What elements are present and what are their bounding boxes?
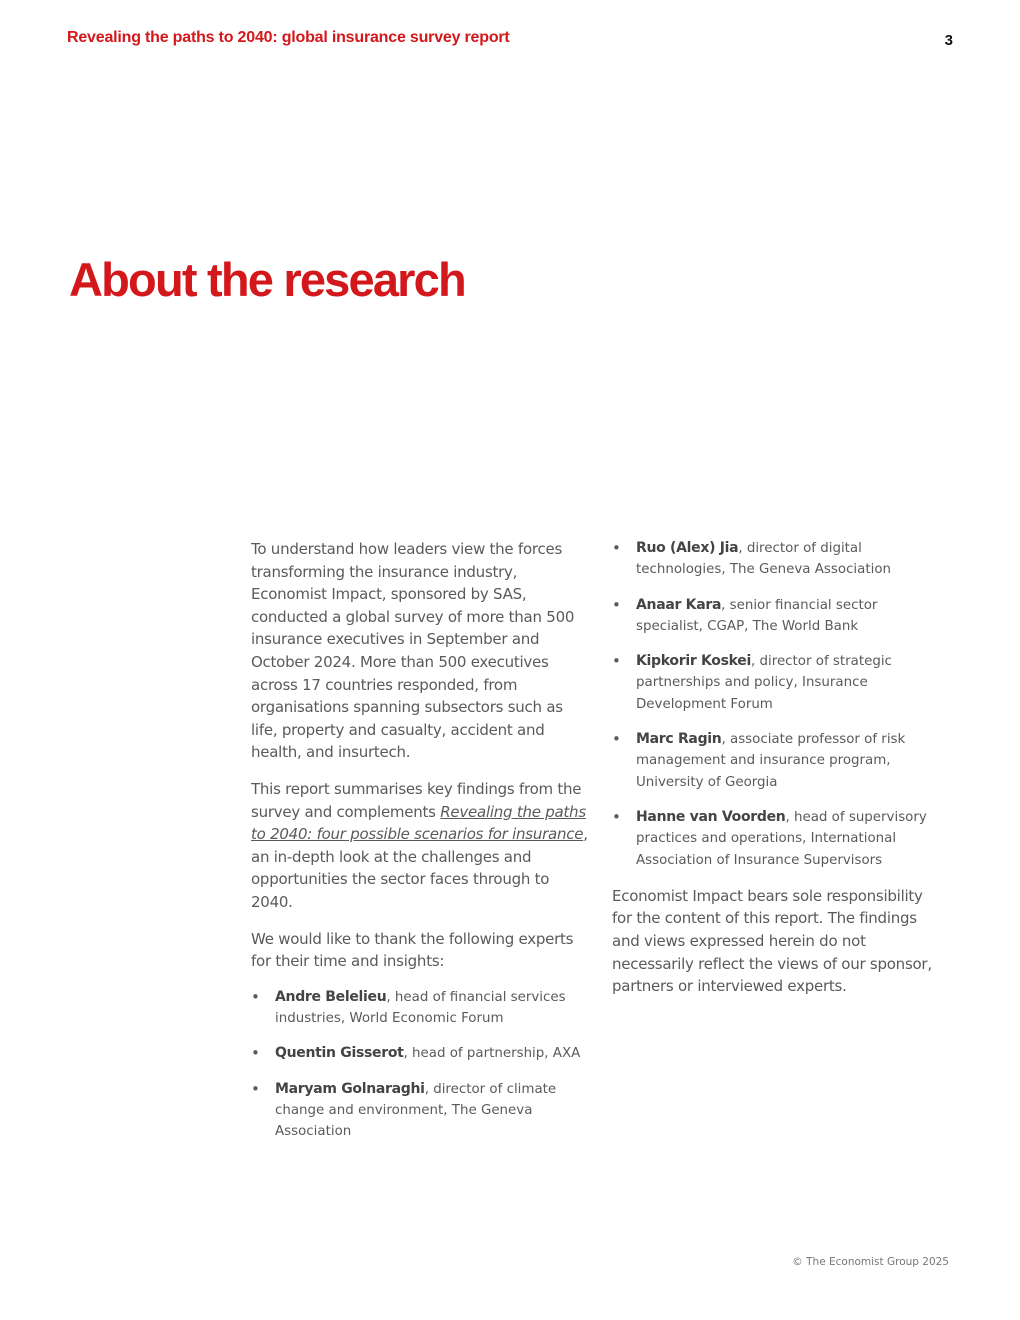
expert-role: , head of partnership, AXA — [403, 1046, 581, 1062]
bullet-icon: • — [612, 595, 621, 614]
expert-name: Marc Ragin — [636, 731, 722, 748]
expert-role: , head of supervisory practices and operations, International Association of Insurance Supervisors — [636, 809, 927, 868]
bullet-icon: • — [251, 1044, 260, 1063]
summary-paragraph — [251, 778, 589, 914]
expert-name: Anaar Kara — [636, 596, 722, 613]
expert-item — [251, 1043, 589, 1064]
expert-item — [612, 651, 932, 715]
expert-name: Kipkorir Koskei — [636, 653, 751, 670]
bullet-icon: • — [251, 1079, 260, 1098]
bullet-icon: • — [612, 539, 621, 557]
summary-text-before: This report summarises key findings from the survey and complements — [251, 779, 582, 821]
expert-item — [612, 595, 932, 638]
expert-item — [251, 987, 589, 1030]
expert-role: , director of strategic partnerships and policy, Insurance Development Forum — [636, 654, 892, 712]
experts-list-right — [612, 538, 932, 871]
intro-paragraph: To understand how leaders view the forces transforming the insurance industry, Economist Impact, sponsored by SAS, conducted a global survey of more than 500 insurance executives in September and October 2024. More than 500 executives across 17 countries responded, from organisations spanning subsectors such as life, property and casualty, accident and health, and insurtech. — [251, 540, 575, 762]
thanks-paragraph: We would like to thank the following experts for their time and insights: — [251, 929, 574, 971]
summary-text-after: , an in-depth look at the challenges and opportunities the sector faces through to 2040. — [251, 825, 588, 911]
expert-item — [612, 729, 932, 793]
bullet-icon: • — [612, 730, 621, 749]
expert-role: , associate professor of risk management and insurance program, University of Georgia — [636, 732, 906, 790]
running-header-title: Revealing the paths to 2040: global insurance survey report — [67, 29, 510, 46]
disclaimer-paragraph: Economist Impact bears sole responsibility for the content of this report. The findings and views expressed herein do not necessarily reflect the views of our sponsor, partners or interviewed experts. — [612, 886, 932, 996]
experts-list-left — [251, 987, 589, 1143]
expert-name: Maryam Golnaraghi — [275, 1080, 425, 1097]
expert-name: Hanne van Voorden — [636, 808, 786, 825]
left-column — [251, 538, 589, 1156]
expert-name: Andre Belelieu — [275, 988, 387, 1005]
bullet-icon: • — [612, 807, 621, 826]
expert-item — [612, 538, 932, 581]
companion-report-link[interactable]: Revealing the paths to 2040: four possible scenarios for insurance — [251, 802, 586, 844]
expert-item — [251, 1079, 589, 1143]
expert-role: , head of financial services industries, World Economic Forum — [275, 989, 566, 1026]
expert-role: , director of climate change and environment, The Geneva Association — [275, 1081, 557, 1140]
expert-name: Quentin Gisserot — [275, 1045, 404, 1062]
section-title: About the research — [69, 253, 465, 306]
bullet-icon: • — [612, 652, 621, 671]
right-column — [612, 538, 932, 1012]
expert-role: , director of digital technologies, The Geneva Association — [636, 541, 892, 578]
expert-item — [612, 807, 932, 871]
copyright-footer: © The Economist Group 2025 — [792, 1256, 949, 1268]
expert-name: Ruo (Alex) Jia — [636, 540, 739, 556]
expert-role: , senior financial sector specialist, CGAP, The World Bank — [636, 597, 878, 634]
bullet-icon: • — [251, 987, 260, 1006]
page-number: 3 — [944, 32, 953, 49]
